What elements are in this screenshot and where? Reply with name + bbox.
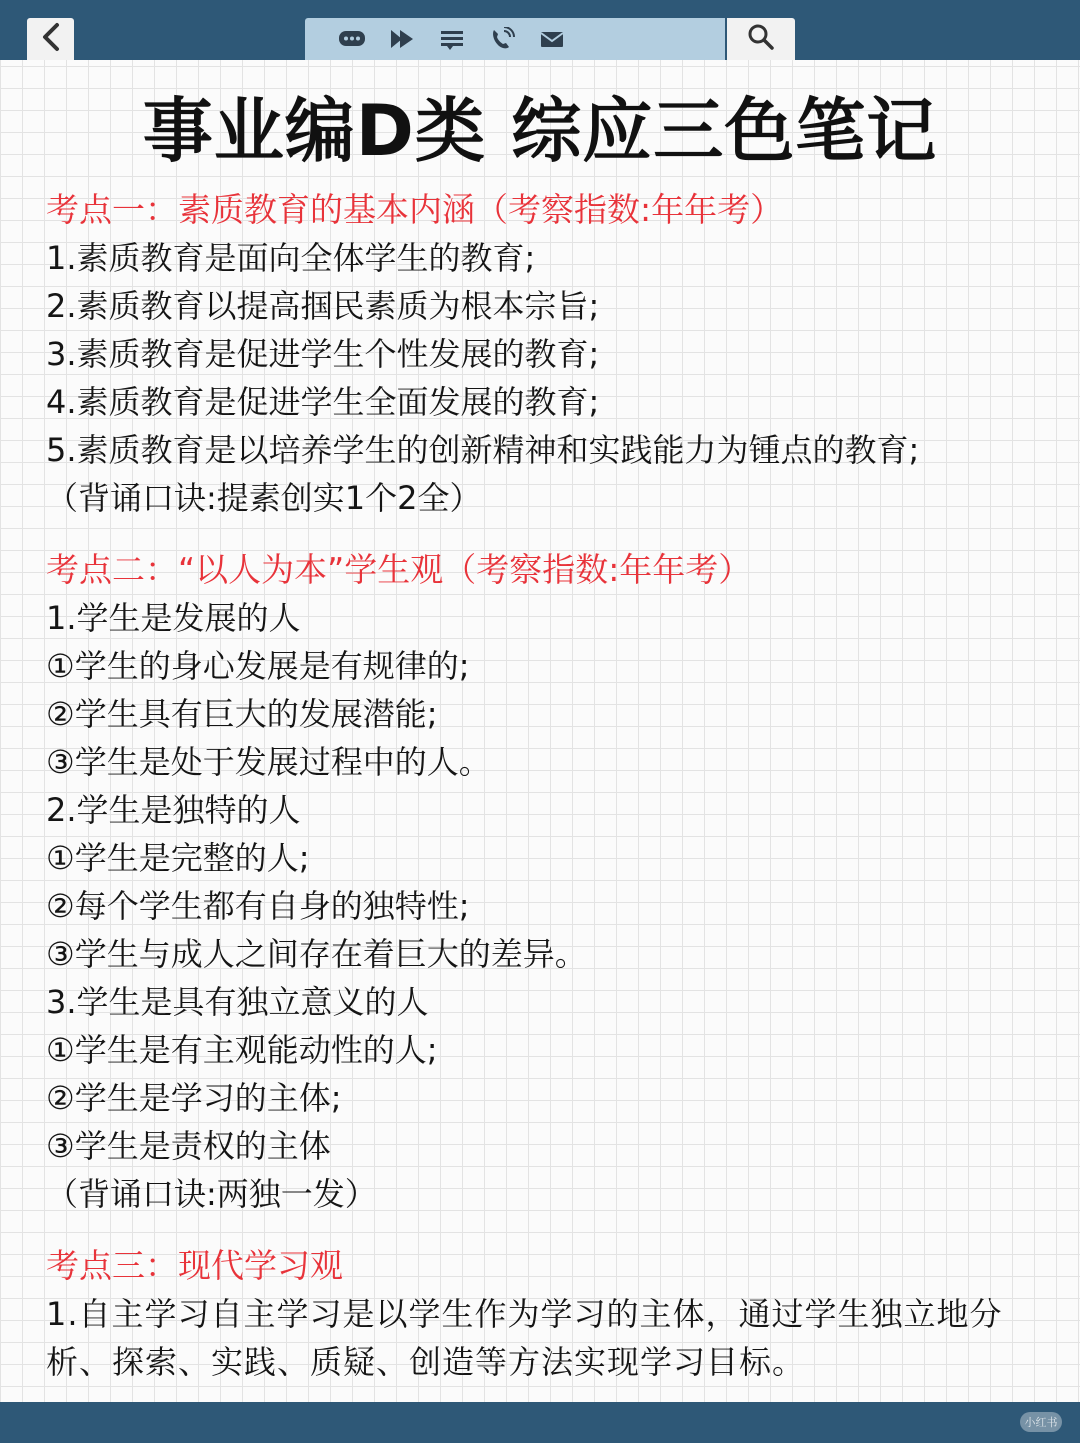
list-item: ③学生与成人之间存在着巨大的差异。 bbox=[46, 935, 587, 973]
list-item: 2.素质教育以提高掴民素质为根本宗旨; bbox=[46, 287, 600, 325]
list-item: ①学生是有主观能动性的人; bbox=[46, 1031, 438, 1069]
list-item: 3.学生是具有独立意义的人 bbox=[46, 983, 429, 1021]
list-item: 1.学生是发展的人 bbox=[46, 599, 301, 637]
bottom-bar bbox=[0, 1402, 1080, 1443]
list-item: 5.素质教育是以培养学生的创新精神和实践能力为锺点的教育; bbox=[46, 431, 920, 469]
page-title: 事业编D类 综应三色笔记 bbox=[142, 90, 938, 172]
list-item: ③学生是处于发展过程中的人。 bbox=[46, 743, 491, 781]
watermark-badge: 小红书 bbox=[1020, 1412, 1062, 1432]
list-item: ①学生是完整的人; bbox=[46, 839, 310, 877]
back-icon bbox=[39, 22, 63, 56]
list-item: 1.素质教育是面向全体学生的教育; bbox=[46, 239, 536, 277]
section-3 bbox=[46, 1242, 1056, 1386]
paragraph: 1.自主学习自主学习是以学生作为学习的主体，通过学生独立地分析、探索、实践、质疑、创造等方法实现学习目标。 bbox=[46, 1295, 1003, 1381]
list-item: ②学生具有巨大的发展潜能; bbox=[46, 695, 438, 733]
phone-icon[interactable] bbox=[487, 26, 517, 52]
section-2 bbox=[46, 546, 1056, 1218]
play-icon[interactable] bbox=[387, 26, 417, 52]
list-item: 3.素质教育是促进学生个性发展的教育; bbox=[46, 335, 600, 373]
mnemonic-note: （背诵口诀:提素创实1个2全） bbox=[46, 479, 482, 517]
top-toolbar bbox=[0, 0, 1080, 60]
search-button[interactable] bbox=[727, 18, 795, 60]
section-heading: 考点二：“以人为本”学生观（考察指数:年年考） bbox=[46, 550, 752, 589]
section-heading: 考点三：现代学习观 bbox=[46, 1246, 343, 1285]
section-heading: 考点一：素质教育的基本内涵（考察指数:年年考） bbox=[46, 190, 784, 229]
list-item: ②每个学生都有自身的独特性; bbox=[46, 887, 470, 925]
section-1 bbox=[46, 186, 1056, 522]
toolbar-actions bbox=[305, 18, 725, 60]
chat-icon[interactable] bbox=[337, 26, 367, 52]
list-item: ③学生是责权的主体 bbox=[46, 1127, 331, 1165]
list-item: 2.学生是独特的人 bbox=[46, 791, 301, 829]
mnemonic-note: （背诵口诀:两独一发） bbox=[46, 1175, 377, 1213]
list-item: 4.素质教育是促进学生全面发展的教育; bbox=[46, 383, 600, 421]
mail-icon[interactable] bbox=[537, 26, 567, 52]
notes-content bbox=[46, 186, 1056, 1386]
list-item: ①学生的身心发展是有规律的; bbox=[46, 647, 470, 685]
back-button[interactable] bbox=[27, 18, 74, 60]
search-icon bbox=[747, 23, 775, 55]
list-icon[interactable] bbox=[437, 26, 467, 52]
list-item: ②学生是学习的主体; bbox=[46, 1079, 342, 1117]
